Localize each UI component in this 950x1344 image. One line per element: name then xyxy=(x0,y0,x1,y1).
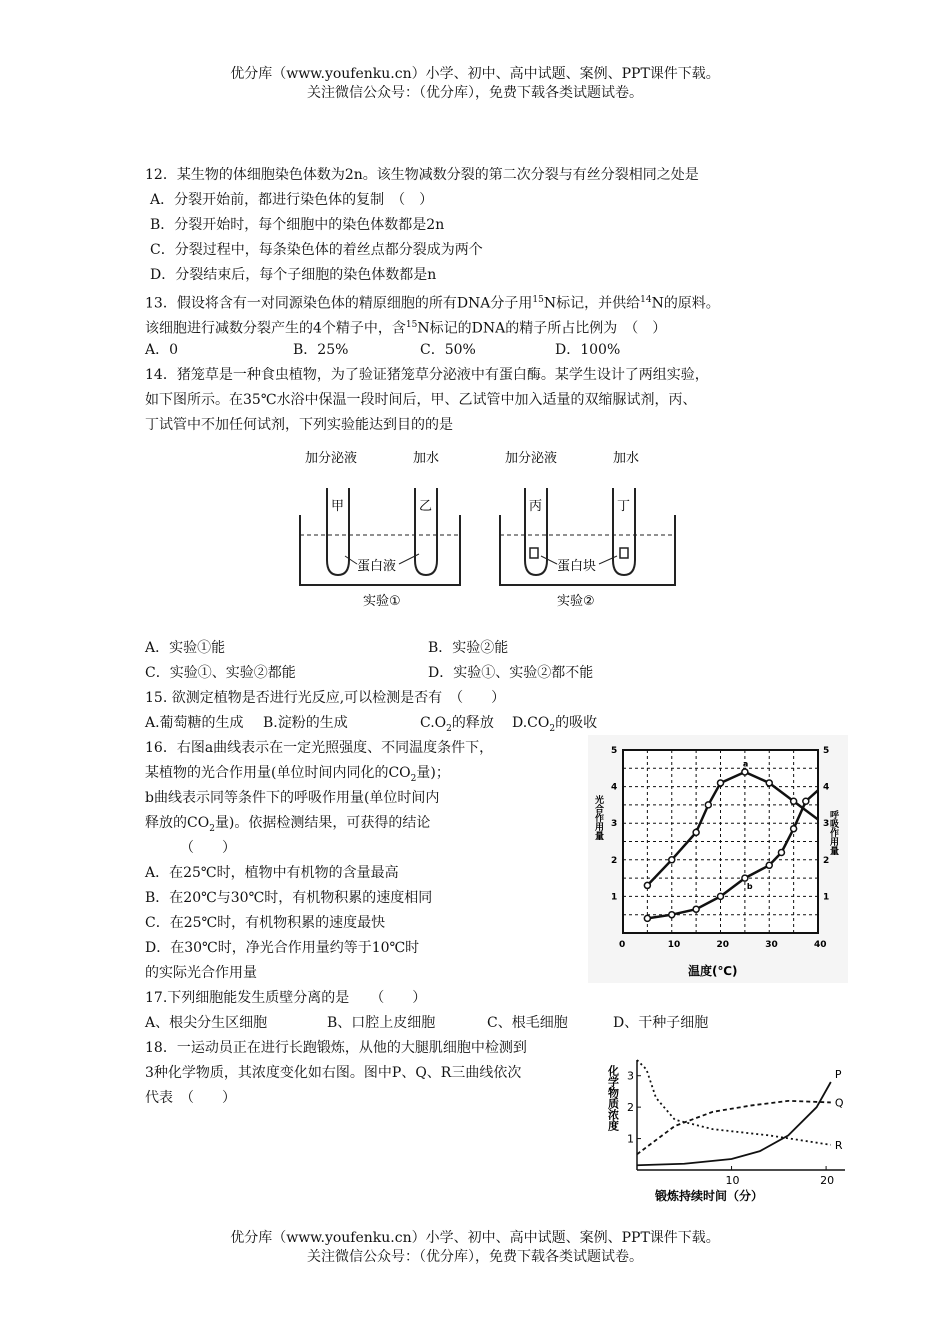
beaker-2 xyxy=(500,515,675,585)
q16-option-c: C．在25℃时，有机物积累的速度最快 xyxy=(145,915,386,931)
exp2-label-left: 加分泌液 xyxy=(505,451,558,466)
q14-option-d: D．实验①、实验②都不能 xyxy=(428,665,594,681)
pointer-2a xyxy=(541,556,557,564)
liquid-label-1: 蛋白液 xyxy=(357,559,397,574)
series-b-label: b xyxy=(746,882,753,892)
series-a-point xyxy=(742,769,748,775)
series-a-point xyxy=(791,798,797,804)
q12-option-a: A．分裂开始前，都进行染色体的复制 （ ） xyxy=(150,192,434,208)
y-left-tick-label: 4 xyxy=(611,782,618,793)
y-tick-label: 3 xyxy=(627,1069,634,1083)
tube-jia-label: 甲 xyxy=(331,499,345,514)
x-tick-label: 20 xyxy=(716,940,730,950)
exp1-label-right: 加水 xyxy=(413,451,440,466)
q18-stem-2: 3种化学物质，其浓度变化如右图。图中P、Q、R三曲线依次 xyxy=(145,1065,522,1081)
exp2-label-right: 加水 xyxy=(613,451,640,466)
header-line-1: 优分库（www.youfenku.cn）小学、初中、高中试题、案例、PPT课件下载。 xyxy=(230,66,720,82)
series-P-label: P xyxy=(834,1068,842,1081)
y-left-label: 光合作用量 xyxy=(593,795,603,840)
tube-ding-label: 丁 xyxy=(617,499,631,514)
q12-stem: 12．某生物的体细胞染色体数为2n。该生物减数分裂的第二次分裂与有丝分裂相同之处是 xyxy=(145,167,699,183)
q16-stem-1: 16．右图a曲线表示在一定光照强度、不同温度条件下， xyxy=(145,740,494,756)
series-R-label: R xyxy=(834,1138,843,1152)
q17-option-d: D、干种子细胞 xyxy=(613,1015,709,1031)
y-right-tick-label: 2 xyxy=(823,855,830,866)
pointer-2b xyxy=(599,556,617,564)
protein-block-bing xyxy=(530,548,538,558)
q16-stem-3: b曲线表示同等条件下的呼吸作用量(单位时间内 xyxy=(145,790,440,806)
series-a-point xyxy=(705,802,711,808)
q15-option-b: B.淀粉的生成 xyxy=(263,715,348,731)
q13-option-b: B．25% xyxy=(293,342,349,358)
series-b-point xyxy=(778,849,784,855)
series-P-line xyxy=(637,1082,831,1165)
series-b-point xyxy=(718,893,724,899)
q14-option-a: A．实验①能 xyxy=(145,640,226,656)
q13-stem-1: 13．假设将含有一对同源染色体的精原细胞的所有DNA分子用$^{15}$N标记，并供给$^{14}$N的原料。 xyxy=(145,295,720,312)
q14-option-c: C．实验①、实验②都能 xyxy=(145,665,296,681)
y-right-tick-label: 1 xyxy=(823,892,830,903)
q16-option-d-1: D．在30℃时，净光合作用量约等于10℃时 xyxy=(145,940,420,956)
x-tick-label: 20 xyxy=(820,1174,835,1187)
q17-option-c: C、根毛细胞 xyxy=(487,1015,568,1031)
q17-option-b: B、口腔上皮细胞 xyxy=(327,1015,436,1031)
series-b-point xyxy=(693,906,699,912)
q15-option-a: A.葡萄糖的生成 xyxy=(145,715,244,731)
x-tick-label: 40 xyxy=(814,940,827,950)
y-left-tick-label: 5 xyxy=(611,746,618,756)
exp2-name: 实验② xyxy=(557,594,595,609)
q15-option-c: $C.O_2$的释放 xyxy=(420,715,494,734)
concentration-chart xyxy=(605,1050,870,1205)
q16-stem-2: 某植物的光合作用量(单位时间内同化的$CO_2$量)； xyxy=(145,765,450,784)
q16-stem-5: （ ） xyxy=(180,840,236,856)
q12-option-b: B．分裂开始时，每个细胞中的染色体数都是2n xyxy=(150,217,445,233)
q16-option-a: A．在25℃时，植物中有机物的含量最高 xyxy=(145,865,399,881)
series-b-point xyxy=(742,875,748,881)
series-Q-line xyxy=(637,1101,831,1154)
series-b-point xyxy=(669,912,675,918)
y-right-tick-label: 4 xyxy=(823,782,830,793)
q14-stem-3: 丁试管中不加任何试剂，下列实验能达到目的的是 xyxy=(145,417,453,433)
x-axis-label: 锻炼持续时间（分） xyxy=(655,1189,764,1203)
y-right-tick-label: 5 xyxy=(823,746,830,756)
y-right-tick-label: 3 xyxy=(823,819,830,830)
exp1-label-left: 加分泌液 xyxy=(305,451,358,466)
series-a-point xyxy=(693,829,699,835)
x-tick-label: 10 xyxy=(667,940,681,950)
q12-option-c: C．分裂过程中，每条染色体的着丝点都分裂成为两个 xyxy=(150,242,483,258)
series-a-point xyxy=(669,857,675,863)
q14-option-b: B．实验②能 xyxy=(428,640,509,656)
exp1-name: 实验① xyxy=(363,594,401,609)
y-axis-label: 化学物质浓度 xyxy=(606,1065,620,1131)
x-axis-label: 温度(℃) xyxy=(688,964,738,978)
pointer-1a xyxy=(345,556,357,564)
footer-line-1: 优分库（www.youfenku.cn）小学、初中、高中试题、案例、PPT课件下载。 xyxy=(230,1230,720,1246)
q16-stem-4: 释放的$CO_2$量)。依据检测结果，可获得的结论 xyxy=(145,815,431,834)
series-b-point xyxy=(766,862,772,868)
series-b-point xyxy=(644,915,650,921)
test-tube-figure xyxy=(295,440,685,615)
series-a-point xyxy=(718,780,724,786)
footer-line-2: 关注微信公众号：（优分库），免费下载各类试题试卷。 xyxy=(307,1249,643,1265)
y-tick-label: 1 xyxy=(627,1132,634,1146)
tube-yi-label: 乙 xyxy=(419,499,433,514)
header-line-2: 关注微信公众号：（优分库），免费下载各类试题试卷。 xyxy=(307,85,643,101)
q18-stem-3: 代表 （ ） xyxy=(145,1090,236,1106)
q13-option-a: A．0 xyxy=(145,342,179,358)
q16-option-b: B．在20℃与30℃时，有机物积累的速度相同 xyxy=(145,890,433,906)
liquid-label-2: 蛋白块 xyxy=(557,559,597,574)
series-a-point xyxy=(766,780,772,786)
q17-option-a: A、根尖分生区细胞 xyxy=(145,1015,268,1031)
series-a-point xyxy=(644,882,650,888)
q18-stem-1: 18．一运动员正在进行长跑锻炼，从他的大腿肌细胞中检测到 xyxy=(145,1040,527,1056)
q13-option-d: D．100% xyxy=(555,342,621,358)
q16-option-d-2: 的实际光合作用量 xyxy=(145,965,257,981)
q15-stem: 15. 欲测定植物是否进行光反应,可以检测是否有 （ ） xyxy=(145,690,506,706)
q13-option-c: C．50% xyxy=(420,342,476,358)
photosynthesis-chart xyxy=(588,735,848,983)
q17-stem: 17.下列细胞能发生质壁分离的是 （ ） xyxy=(145,990,427,1006)
y-right-label: 呼吸作用量 xyxy=(828,810,838,855)
tube-bing-label: 丙 xyxy=(529,499,543,514)
x-tick-label: 0 xyxy=(619,940,626,950)
q13-stem-2: 该细胞进行减数分裂产生的4个精子中，含$^{15}$N标记的DNA的精子所占比例为 （ ） xyxy=(145,320,667,337)
q15-option-d: $D.CO_2$的吸收 xyxy=(512,715,598,734)
x-tick-label: 30 xyxy=(765,940,778,950)
q14-stem-2: 如下图所示。在35℃水浴中保温一段时间后，甲、乙试管中加入适量的双缩脲试剂，丙、 xyxy=(145,392,697,408)
y-left-tick-label: 2 xyxy=(611,855,618,866)
protein-block-ding xyxy=(620,548,628,558)
x-tick-label: 10 xyxy=(725,1174,740,1187)
series-group xyxy=(637,1060,844,1165)
y-left-tick-label: 3 xyxy=(611,819,618,830)
q12-option-d: D．分裂结束后，每个子细胞的染色体数都是n xyxy=(150,267,437,283)
series-Q-label: Q xyxy=(834,1096,844,1110)
series-a-label: a xyxy=(742,759,749,769)
q14-stem-1: 14．猪笼草是一种食虫植物，为了验证猪笼草分泌液中有蛋白酶。某学生设计了两组实验， xyxy=(145,367,709,383)
series-b-point xyxy=(791,826,797,832)
series-b-point xyxy=(803,798,809,804)
y-left-tick-label: 1 xyxy=(611,892,618,903)
y-tick-label: 2 xyxy=(627,1101,634,1115)
